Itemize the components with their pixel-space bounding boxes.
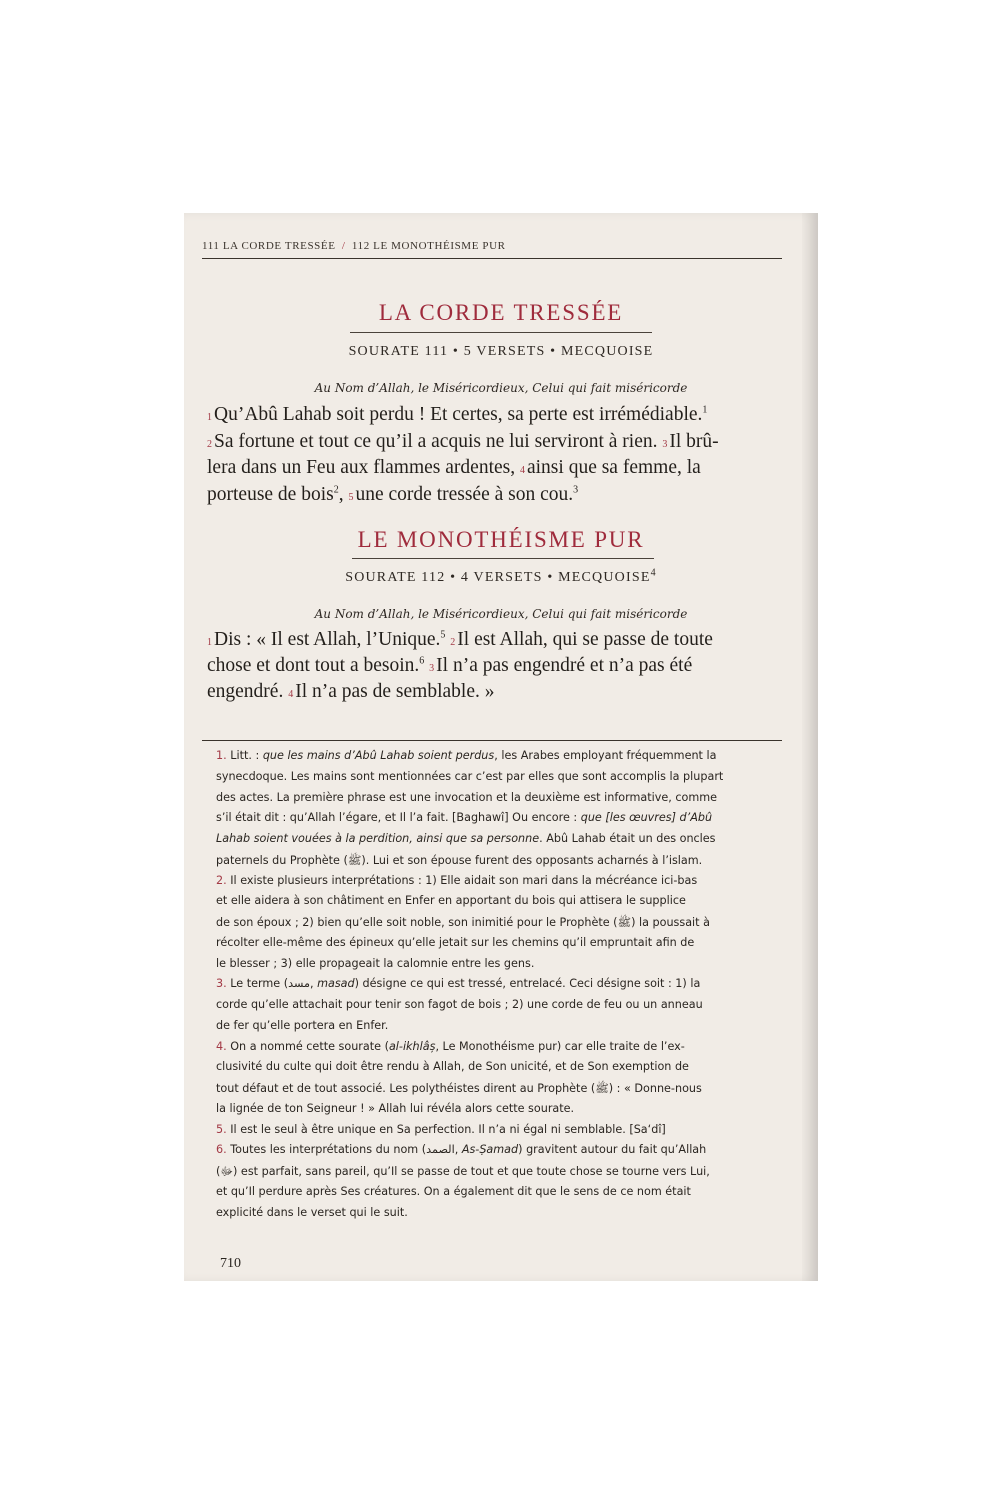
book-page [184, 213, 818, 1281]
verse-number: 4 [519, 465, 525, 476]
verse-number: 3 [429, 663, 435, 674]
footnote-text: des actes. La première phrase est une invocation et la deuxième est informative, comme [216, 790, 718, 804]
verse-text: , [338, 484, 344, 505]
footnote-text: ) désigne ce qui est tressé, entrelacé. Ceci désigne soit : 1) la [354, 977, 701, 991]
footnote-number: 2. [216, 873, 227, 887]
verse-number: 4 [288, 689, 294, 700]
footnote-text: Il est le seul à être unique en Sa perfection. Il n’a ni égal ni semblable. [Sa‘dî] [230, 1122, 666, 1136]
verse-text: Il brû- [669, 431, 719, 452]
footnote-line [216, 1102, 796, 1115]
footnote-italic-text: que [les œuvres] d’Abû [580, 811, 713, 825]
footnote-text: , les Arabes employant fréquemment la [494, 749, 717, 762]
footnote-line [216, 811, 796, 824]
verse-text: Il est Allah, qui se passe de toute [457, 629, 713, 650]
footnote-text: , Le Monothéisme pur) car elle traite de l’ex- [435, 1039, 685, 1053]
footnote-number: 5. [216, 1122, 227, 1136]
footnote-line [216, 977, 796, 990]
footnote-text: clusivité du culte qui doit être rendu à Allah, de Son unicité, et de Son exemption de [216, 1060, 689, 1074]
verse-text: Sa fortune et tout ce qu’il a acquis ne lui serviront à rien. [214, 431, 658, 452]
verse-text: porteuse de bois [207, 484, 334, 505]
footnote-italic-text: que les mains d’Abû Lahab soient perdus [262, 749, 495, 762]
footnote-text: s’il était dit : qu’Allah l’égare, et Il l’a fait. [Baghawî] Ou encore : [216, 811, 581, 825]
surah-112-title: LE MONOTHÉISME PUR [357, 527, 645, 552]
footnote-number: 3. [216, 977, 227, 991]
verse-number: 2 [450, 637, 456, 648]
running-head-right: 112 LE MONOTHÉISME PUR [351, 240, 506, 252]
footnote-ref[interactable]: 5 [440, 629, 446, 641]
surah-112-line-2 [207, 655, 785, 677]
surah-112-meta [184, 567, 818, 586]
verse-number: 5 [348, 492, 354, 503]
footnote-text: Litt. : [230, 749, 263, 762]
footnote-line [216, 749, 796, 762]
footnote-text: de fer qu’elle portera en Enfer. [216, 1018, 389, 1032]
verse-number: 1 [207, 412, 212, 423]
footnote-line [216, 1206, 796, 1219]
verse-text: Dis : « Il est Allah, l’Unique. [214, 629, 441, 650]
verse-text: engendré. [207, 681, 284, 702]
footnote-text: corde qu’elle attachait pour tenir son fagot de bois ; 2) une corde de feu ou un anneau [216, 998, 703, 1011]
footnote-text: (ﷻ) est parfait, sans pareil, qu’Il se passe de tout et que toute chose se tourne vers Lui, [216, 1165, 710, 1178]
surah-111-title-rule [350, 332, 652, 333]
footnote-line [216, 936, 796, 949]
footnotes-divider [202, 740, 782, 741]
footnote-ref[interactable]: 2 [333, 484, 339, 496]
header-divider [202, 258, 782, 259]
surah-112-basmala: Au Nom d’Allah, le Miséricordieux, Celui qui fait miséricorde [314, 607, 688, 621]
surah-111-line-1 [207, 404, 785, 426]
surah-111-line-3 [207, 457, 785, 479]
surah-112-meta-text: SOURATE 112 • 4 VERSETS • MECQUOISE [345, 570, 651, 585]
footnote-line [216, 1164, 796, 1181]
footnote-text: de son époux ; 2) bien qu’elle soit noble, son inimitié pour le Prophète (ﷺ) la poussait à [216, 916, 710, 929]
footnote-text: Le terme (مسد, [230, 977, 318, 991]
surah-111-title: LA CORDE TRESSÉE [378, 300, 624, 325]
footnote-italic-text: Lahab soient vouées à la perdition, ainsi que sa personne [216, 832, 540, 845]
verse-text: chose et dont tout a besoin. [207, 655, 420, 676]
footnote-line [216, 998, 796, 1011]
footnote-number: 6. [216, 1143, 227, 1157]
footnote-line [216, 791, 796, 804]
footnote-number: 1. [216, 749, 227, 762]
footnote-number: 4. [216, 1039, 227, 1053]
page-number: 710 [220, 1256, 241, 1271]
running-head-separator: / [341, 240, 346, 252]
footnote-line [216, 915, 796, 932]
running-head [202, 240, 782, 252]
running-head-left: 111 LA CORDE TRESSÉE [202, 240, 336, 252]
footnote-line [216, 770, 796, 783]
verse-text: une corde tressée à son cou. [355, 484, 574, 505]
footnote-ref[interactable]: 3 [573, 484, 579, 496]
footnote-text: ) gravitent autour du fait qu’Allah [518, 1143, 707, 1157]
footnote-text: Toutes les interprétations du nom (الصمد, [230, 1143, 462, 1157]
footnote-line [216, 853, 796, 870]
footnote-text: la lignée de ton Seigneur ! » Allah lui révéla alors cette sourate. [216, 1101, 575, 1115]
verse-text: lera dans un Feu aux flammes ardentes, [207, 457, 516, 478]
page-edge-shadow [802, 213, 818, 1281]
verse-number: 3 [662, 439, 668, 450]
footnote-line [216, 894, 796, 907]
surah-111-line-2 [207, 431, 785, 453]
footnote-line [216, 832, 796, 845]
footnote-line [216, 1143, 796, 1156]
footnote-line [216, 874, 796, 887]
footnote-text: synecdoque. Les mains sont mentionnées car c’est par elles que sont accomplis la plupart [216, 769, 724, 783]
surah-111-line-4 [207, 484, 785, 506]
verse-number: 1 [207, 637, 212, 648]
footnote-line [216, 1040, 796, 1053]
footnote-ref[interactable]: 1 [702, 404, 708, 416]
footnote-italic-text: As-Ṣamad [461, 1143, 519, 1157]
footnote-text: récolter elle-même des épineux qu’elle jetait sur les chemins qu’il empruntait afin de [216, 935, 695, 949]
footnote-italic-text: masad [317, 977, 355, 991]
footnote-ref[interactable]: 6 [419, 655, 425, 667]
footnote-italic-text: al-ikhlâș [388, 1039, 436, 1053]
verse-text: Il n’a pas engendré et n’a pas été [436, 655, 693, 676]
verse-text: Il n’a pas de semblable. » [295, 681, 495, 702]
footnote-line [216, 1019, 796, 1032]
footnote-line [216, 1060, 796, 1073]
footnote-text: paternels du Prophète (ﷺ). Lui et son épouse furent des opposants acharnés à l’islam. [216, 853, 703, 867]
footnote-line [216, 1123, 796, 1136]
surah-111-basmala: Au Nom d’Allah, le Miséricordieux, Celui qui fait miséricorde [314, 381, 688, 395]
footnote-ref[interactable]: 4 [650, 567, 657, 579]
footnote-line [216, 957, 796, 970]
footnote-text: On a nommé cette sourate ( [230, 1039, 389, 1053]
surah-112-line-3 [207, 681, 785, 703]
surah-112-line-1 [207, 629, 785, 651]
footnote-text: et elle aidera à son châtiment en Enfer en apportant du bois qui attisera le supplice [216, 894, 686, 908]
footnote-text: tout défaut et de tout associé. Les polythéistes dirent au Prophète (ﷺ) : « Donne-nous [216, 1082, 702, 1095]
footnote-text: . Abû Lahab était un des oncles [539, 832, 716, 845]
footnote-line [216, 1185, 796, 1198]
footnote-text: et qu’Il perdure après Ses créatures. On a également dit que le sens de ce nom était [216, 1184, 691, 1198]
surah-111-meta: SOURATE 111 • 5 VERSETS • MECQUOISE [348, 344, 654, 359]
surah-112-title-rule [352, 558, 654, 559]
footnote-line [216, 1081, 796, 1098]
footnote-text: Il existe plusieurs interprétations : 1) Elle aidait son mari dans la mécréance ici-bas [230, 873, 698, 887]
verse-text: ainsi que sa femme, la [526, 457, 701, 478]
footnote-text: explicité dans le verset qui le suit. [216, 1205, 408, 1219]
verse-number: 2 [207, 439, 212, 450]
verse-text: Qu’Abû Lahab soit perdu ! Et certes, sa perte est irrémédiable. [214, 404, 703, 425]
footnote-text: le blesser ; 3) elle propageait la calomnie entre les gens. [216, 956, 535, 970]
